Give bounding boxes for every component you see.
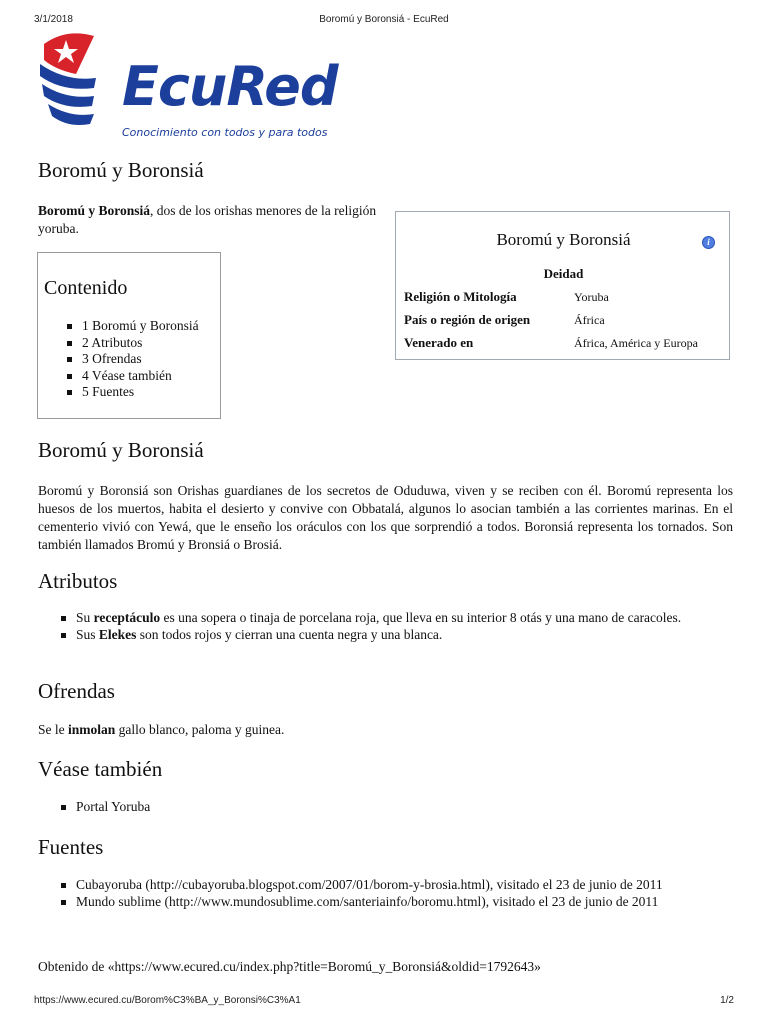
toc-item[interactable]: 5 Fuentes <box>60 384 199 401</box>
infobox-value: África, América y Europa <box>574 336 698 350</box>
list-item[interactable]: Mundo sublime (http://www.mundosublime.com/santeriainfo/boromu.html), visitado el 23 de junio de 2011 <box>58 894 733 911</box>
section-heading-ofrendas: Ofrendas <box>38 679 115 703</box>
infobox <box>395 211 730 360</box>
section-heading-atributos: Atributos <box>38 569 118 593</box>
page-title: Boromú y Boronsiá <box>38 158 204 182</box>
infobox-value[interactable]: Yoruba <box>574 290 609 304</box>
print-page-number: 1/2 <box>720 995 734 1006</box>
text-run: son todos rojos y cierran una cuenta negra y una blanca. <box>136 626 443 642</box>
infobox-subheader: Deidad <box>543 266 584 281</box>
flag-globe-icon <box>36 30 126 148</box>
obtained-from[interactable]: Obtenido de «https://www.ecured.cu/index.php?title=Boromú_y_Boronsiá&oldid=1792643» <box>38 959 541 974</box>
toc-item[interactable]: 3 Ofrendas <box>60 351 199 368</box>
table-of-contents <box>37 252 221 419</box>
list-item <box>58 627 733 644</box>
infobox-title: Boromú y Boronsiá <box>496 230 631 249</box>
infobox-label: País o región de origen <box>404 312 531 327</box>
section-heading-boromu: Boromú y Boronsiá <box>38 438 204 462</box>
intro-bold: Boromú y Boronsiá <box>38 203 151 218</box>
section-heading-vease: Véase también <box>38 757 163 781</box>
print-date: 3/1/2018 <box>34 14 73 25</box>
atributos-list <box>58 610 733 643</box>
list-item[interactable]: Cubayoruba (http://cubayoruba.blogspot.com/2007/01/borom-y-brosia.html), visitado el 23 de junio de 2011 <box>58 877 733 894</box>
infobox-value[interactable]: África <box>574 313 605 327</box>
section-paragraph: Boromú y Boronsiá son Orishas guardianes de los secretos de Oduduwa, viven y se reciben con él. Boromú representa los huesos de los muertos, habita el desierto y convive con Obbatalá, algunos lo asocian también a las corrientes marinas. En el cementerio vivió con Yewá, que le enseño los oráculos con los que sorprendió a todos. Boronsiá representa los tornados. Son también llamados Bromú y Bronsiá o Brosiá. <box>38 483 733 552</box>
infobox-row <box>404 312 724 330</box>
toc-item[interactable]: 1 Boromú y Boronsiá <box>60 318 199 335</box>
print-url: https://www.ecured.cu/Borom%C3%BA_y_Boronsi%C3%A1 <box>34 995 301 1006</box>
infobox-label: Religión o Mitología <box>404 289 517 304</box>
toc-list <box>60 318 199 401</box>
text-run: gallo blanco, paloma y guinea. <box>115 722 285 737</box>
list-item <box>58 610 733 627</box>
list-item[interactable]: Portal Yoruba <box>58 799 733 816</box>
text-run: Sus <box>76 626 99 642</box>
text-run: Su <box>76 610 94 625</box>
info-icon[interactable]: i <box>702 236 715 249</box>
logo-wordmark: EcuRed <box>122 55 338 118</box>
section-heading-fuentes: Fuentes <box>38 835 104 859</box>
toc-title: Contenido <box>44 277 128 299</box>
bold-term[interactable]: Elekes <box>98 626 137 642</box>
bold-term[interactable]: inmolan <box>68 722 116 737</box>
vease-list <box>58 799 733 816</box>
text-run: Se le <box>38 722 68 737</box>
text-run: es una sopera o tinaja de porcelana roja, que lleva en su interior 8 otás y una mano de caracoles. <box>160 610 682 625</box>
infobox-row <box>404 335 724 353</box>
ecured-logo[interactable] <box>36 30 346 148</box>
toc-item[interactable]: 2 Atributos <box>60 335 199 352</box>
fuentes-list <box>58 877 733 910</box>
print-page-title: Boromú y Boronsiá - EcuRed <box>319 14 449 25</box>
infobox-label: Venerado en <box>404 335 474 350</box>
logo-tagline: Conocimiento con todos y para todos <box>122 126 328 139</box>
ofrendas-paragraph <box>38 721 733 739</box>
toc-item[interactable]: 4 Véase también <box>60 368 199 385</box>
intro-paragraph <box>38 202 383 238</box>
infobox-row <box>404 289 724 307</box>
bold-term[interactable]: receptáculo <box>93 610 161 625</box>
intro-text: , dos de los orishas menores de la religión yoruba. <box>38 203 377 236</box>
